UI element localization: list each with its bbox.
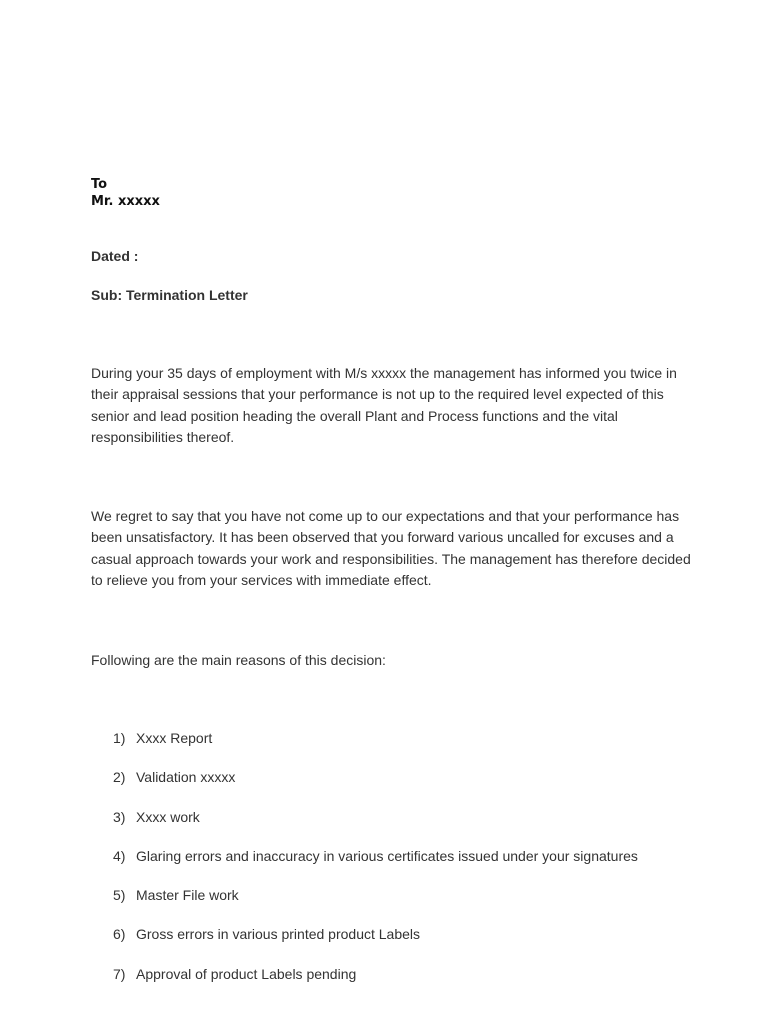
list-item — [91, 768, 711, 788]
list-item-text: Glaring errors and inaccuracy in various certificates issued under your signatures — [136, 847, 638, 864]
list-item-text: Approval of product Labels pending — [136, 965, 357, 982]
recipient-name: Mr. xxxxx — [91, 194, 160, 209]
body-paragraph: We regret to say that you have not come up to our expectations and that your performance has been unsatisfactory. It has been observed that you forward various uncalled for excuses and a casual approach towards your work and responsibilities. The management has therefore decided to relieve you from your services with immediate effect. — [91, 508, 691, 588]
addressee-block — [91, 176, 160, 210]
list-item-text: Master File work — [136, 887, 239, 904]
list-item-text: Xxxx work — [136, 808, 200, 825]
to-label: To — [91, 177, 108, 192]
list-item — [91, 965, 711, 985]
list-item-text: Xxxx Report — [136, 730, 213, 746]
list-item — [91, 886, 711, 906]
list-item-number: 2) — [113, 769, 126, 786]
list-item-number: 1) — [113, 730, 126, 746]
list-item-number: 7) — [113, 965, 126, 982]
list-item-number: 6) — [113, 926, 126, 943]
reasons-list — [91, 729, 711, 1004]
reasons-intro: Following are the main reasons of this decision: — [91, 652, 386, 668]
list-item — [91, 808, 711, 828]
list-item-number: 5) — [113, 887, 126, 904]
list-item — [91, 925, 711, 945]
list-item-text: Validation xxxxx — [136, 769, 236, 786]
list-item-text: Gross errors in various printed product Labels — [136, 926, 421, 943]
list-item-number: 4) — [113, 847, 126, 864]
subject-line: Sub: Termination Letter — [91, 287, 248, 303]
list-item — [91, 847, 711, 867]
list-item-number: 3) — [113, 808, 126, 825]
list-item — [91, 729, 711, 749]
dated-line: Dated : — [91, 248, 139, 264]
body-paragraph: During your 35 days of employment with M/s xxxxx the management has informed you twice in their appraisal sessions that your performance is not up to the required level expected of this senior and lead position heading the overall Plant and Process functions and the vital responsibilities thereof. — [91, 365, 677, 445]
